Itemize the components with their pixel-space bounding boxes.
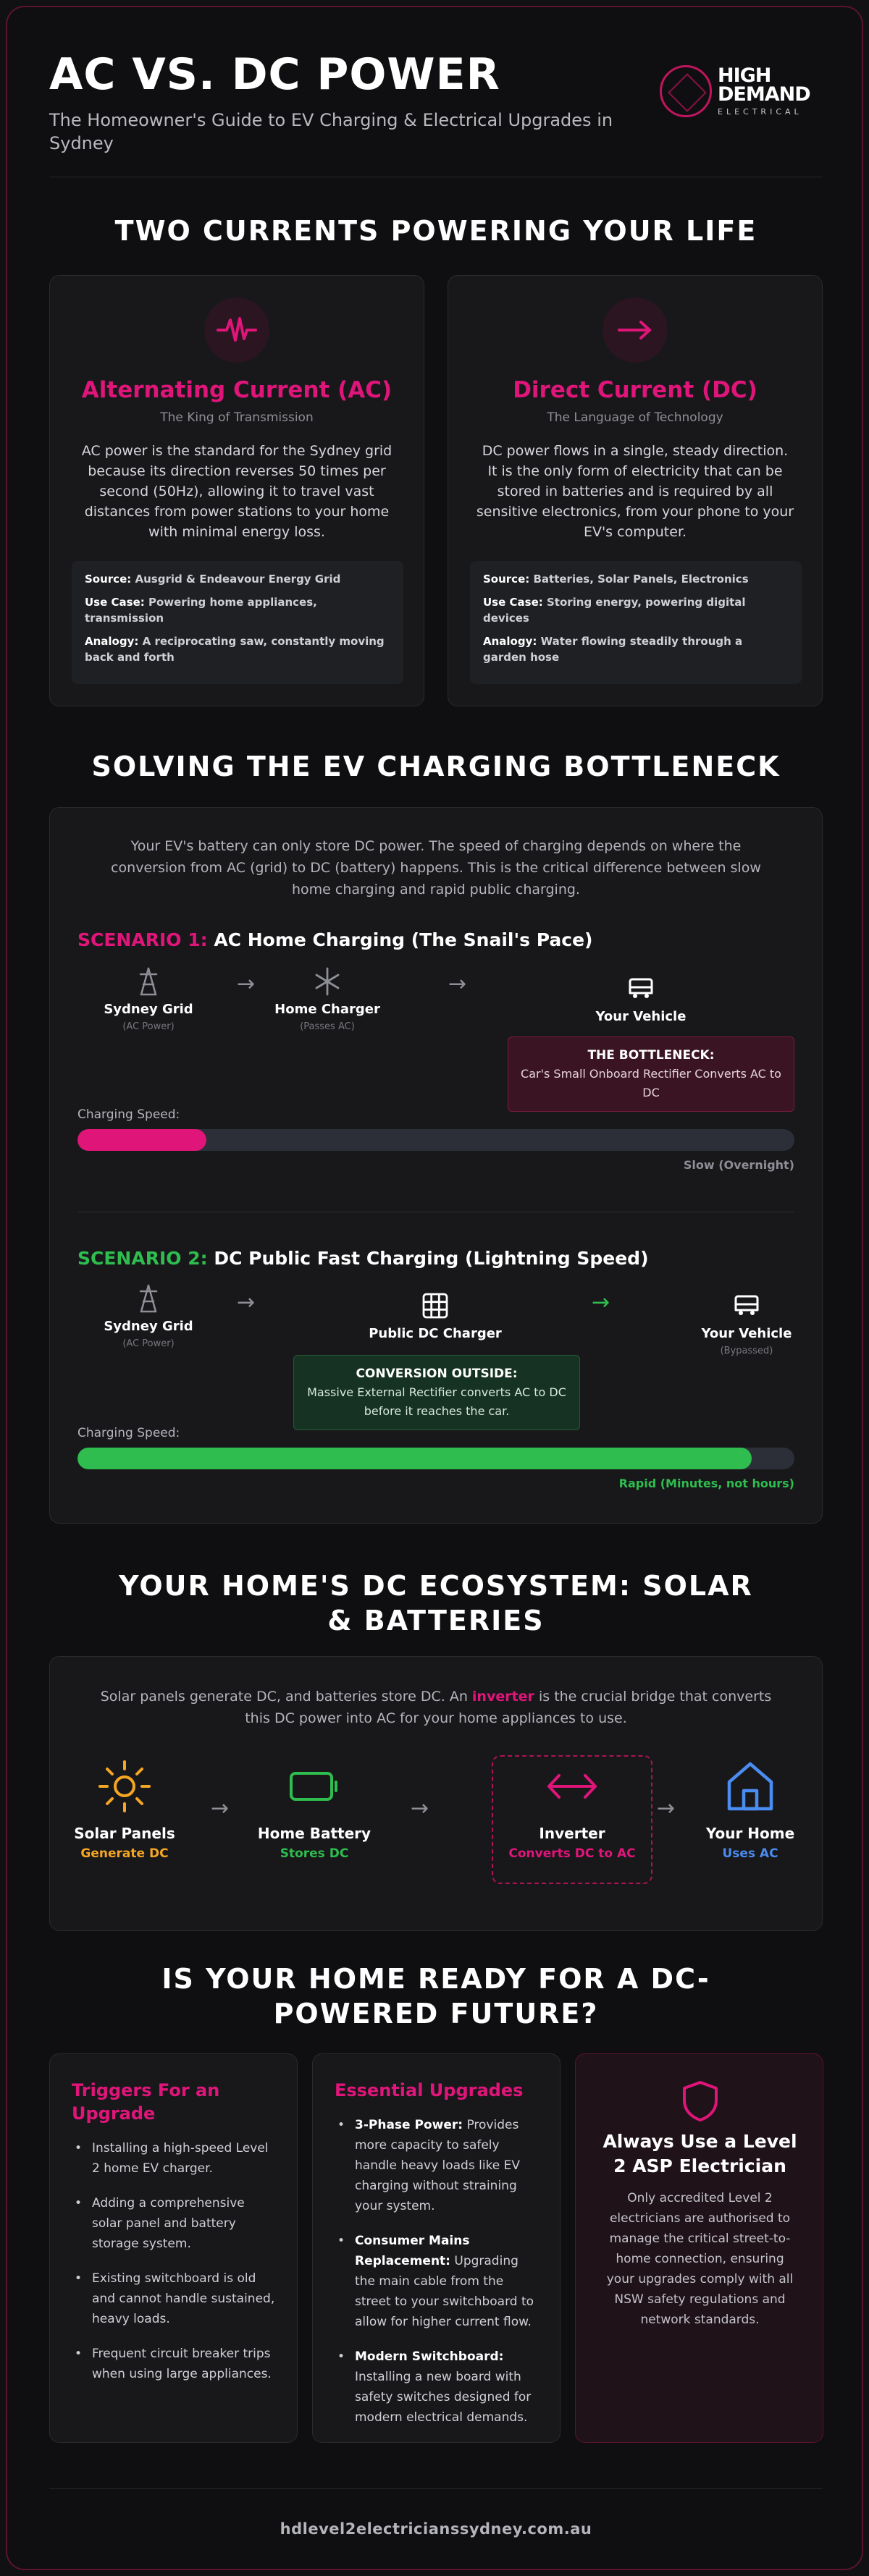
scenario1-speed-value: Slow (Overnight) [683,1158,794,1172]
ev-section-title: SOLVING THE EV CHARGING BOTTLENECK [91,751,781,782]
ac-subtitle: The King of Transmission [160,410,314,425]
list-item: • Existing switchboard is old and cannot handle sustained, heavy loads. [72,2268,277,2329]
ev-charging-card [49,807,823,1524]
conversion-callout-text: Massive External Rectifier converts AC to DC before it reaches the car. [307,1385,566,1418]
page-subtitle: The Homeowner's Guide to EV Charging & Electrical Upgrades in Sydney [49,110,613,153]
conversion-callout [293,1355,580,1430]
arrow-right-icon [603,297,668,363]
scenario2-grid-node [76,1283,221,1349]
arrow-right-icon: → [411,1796,429,1821]
shield-icon [681,2080,719,2125]
scenario1-vehicle-node [568,973,713,1024]
eco-node-inverter-name: Inverter [539,1825,605,1842]
dc-use-case: Storing energy, powering digital devices [483,596,746,625]
footer-divider [49,2488,823,2489]
upgrade-label: 3-Phase Power: [355,2118,463,2132]
upgrade-label: Consumer Mains Replacement: [355,2234,470,2268]
scenario2-tag: SCENARIO 2: [77,1248,208,1269]
ac-card [49,275,424,706]
conversion-callout-title: CONVERSION OUTSIDE: [356,1367,518,1381]
car-icon [674,1290,819,1322]
waveform-icon [204,297,269,363]
scenario1-charger-note: (Passes AC) [300,1021,355,1032]
arrow-right-icon: → [592,1290,610,1315]
car-icon [568,973,713,1005]
scenario1-speed-bar [77,1129,794,1151]
eco-node-battery-role: Stores DC [280,1846,349,1861]
pylon-icon [76,1283,221,1314]
ac-source: Ausgrid & Endeavour Energy Grid [135,573,341,586]
dc-source: Batteries, Solar Panels, Electronics [533,573,749,586]
scenario2-grid-note: (AC Power) [122,1338,175,1349]
ac-analogy-label: Analogy: [85,635,139,648]
scenario1-grid-note: (AC Power) [122,1021,175,1032]
dc-description: DC power flows in a single, steady direction. It is the only form of electricity that can be stored in batteries and is required by all sensitive electronics, from your phone to your EV's computer. [476,443,794,540]
triggers-list [72,2138,277,2399]
scenario2-vehicle-note: (Bypassed) [720,1346,773,1356]
upgrade-text: Provides more capacity to safely handle heavy loads like EV charging without straining your system. [355,2118,521,2213]
arrow-right-icon: → [657,1796,676,1821]
asp-text: Only accredited Level 2 electricians are authorised to manage the critical street-to-home connection, ensuring your upgrades comply with all NSW safety regulations and network standards. [606,2191,794,2327]
sun-icon [59,1758,190,1815]
ecosystem-section-title: YOUR HOME'S DC ECOSYSTEM: SOLAR & BATTERIES [119,1570,753,1637]
scenario2-speed-label: Charging Speed: [77,1426,180,1440]
battery-icon [249,1758,379,1815]
eco-node-battery [249,1758,379,1861]
list-item [335,2115,540,2216]
list-item: • Installing a high-speed Level 2 home EV charger. [72,2138,277,2179]
upgrades-card [312,2053,561,2443]
ac-details-box [72,561,403,684]
dc-subtitle: The Language of Technology [547,410,723,425]
bottleneck-callout [508,1036,794,1112]
logo-text-line2: DEMAND [718,83,810,106]
ecosystem-intro-part1: Solar panels generate DC, and batteries store DC. An [100,1689,472,1705]
asp-title: Always Use a Level 2 ASP Electrician [603,2131,797,2176]
scenario2-vehicle-node [674,1290,819,1356]
list-item [335,2231,540,2332]
scenario1-charger-name: Home Charger [274,1002,380,1017]
company-logo [660,62,823,120]
eco-node-solar-name: Solar Panels [74,1825,175,1842]
triggers-card [49,2053,298,2443]
eco-node-battery-name: Home Battery [257,1825,371,1842]
bottleneck-callout-text: Car's Small Onboard Rectifier Converts AC to DC [521,1067,781,1099]
currents-section-title: TWO CURRENTS POWERING YOUR LIFE [114,215,757,247]
scenario1-grid-name: Sydney Grid [104,1002,193,1017]
asp-card [575,2053,823,2443]
arrow-right-icon: → [448,971,467,997]
dc-card [448,275,823,706]
home-icon [685,1758,815,1815]
footer-url[interactable]: hdlevel2electricianssydney.com.au [280,2520,592,2538]
ecosystem-intro-part2: is the crucial bridge that converts this DC power into AC for your home appliances to use. [245,1689,772,1726]
inverter-arrows-icon [507,1758,637,1815]
eco-node-inverter [507,1758,637,1861]
dc-use-label: Use Case: [483,596,543,609]
dc-details-box [470,561,802,684]
scenario2-grid-name: Sydney Grid [104,1319,193,1334]
ac-description: AC power is the standard for the Sydney grid because its direction reverses 50 times per second (50Hz), allowing it to travel vast distances from power stations to your home with minimal energy loss. [81,443,392,540]
arrow-right-icon: → [237,971,256,997]
eco-node-home-role: Uses AC [722,1846,778,1861]
infographic-page [6,6,863,2570]
eco-node-inverter-role: Converts DC to AC [508,1846,636,1861]
list-item: • Adding a comprehensive solar panel and battery storage system. [72,2193,277,2254]
ac-use-label: Use Case: [85,596,145,609]
scenario1-tag: SCENARIO 1: [77,929,208,950]
eco-node-solar-role: Generate DC [80,1846,169,1861]
ac-use-case: Powering home appliances, transmission [85,596,317,625]
upgrades-title: Essential Upgrades [335,2080,524,2100]
dc-analogy: Water flowing steadily through a garden hose [483,635,743,664]
scenario2-speed-value: Rapid (Minutes, not hours) [618,1477,794,1490]
scenario2-vehicle-name: Your Vehicle [701,1326,792,1341]
upgrades-list [335,2115,540,2442]
list-item: • Frequent circuit breaker trips when using large appliances. [72,2344,277,2384]
dc-analogy-label: Analogy: [483,635,537,648]
scenario2-heading: DC Public Fast Charging (Lightning Speed) [214,1248,649,1269]
scenario1-speed-label: Charging Speed: [77,1107,180,1122]
eco-node-solar [59,1758,190,1861]
triggers-title: Triggers For an Upgrade [72,2080,220,2124]
ac-source-label: Source: [85,573,132,586]
scenario1-charger-node [255,966,400,1032]
upgrade-text: Installing a new board with safety switches designed for modern electrical demands. [355,2370,532,2425]
ac-analogy: A reciprocating saw, constantly moving back and forth [85,635,385,664]
grid-charger-icon [363,1290,508,1322]
scenario2-charger-node [363,1290,508,1341]
ecosystem-card [49,1656,823,1931]
dc-title: Direct Current (DC) [513,377,757,403]
eco-node-home [685,1758,815,1861]
pylon-icon [76,966,221,997]
scenario1-heading: AC Home Charging (The Snail's Pace) [214,929,593,950]
upgrade-label: Modern Switchboard: [355,2349,504,2364]
arrow-right-icon: → [211,1796,230,1821]
ecosystem-intro-highlight: inverter [471,1689,534,1705]
list-item [335,2347,540,2428]
ready-section-title: IS YOUR HOME READY FOR A DC-POWERED FUTURE? [161,1963,710,2030]
ev-intro-text: Your EV's battery can only store DC power. The speed of charging depends on where the conversion from AC (grid) to DC (battery) happens. This is the critical difference between slow home charging and rapid public charging. [111,838,761,898]
eco-node-home-name: Your Home [705,1825,795,1842]
logo-mark-icon [660,65,712,117]
scenario1-title [77,929,592,950]
dc-source-label: Source: [483,573,530,586]
logo-text-line1: HIGH [718,64,771,87]
asterisk-icon [255,966,400,997]
scenario1-grid-node [76,966,221,1032]
bottleneck-callout-title: THE BOTTLENECK: [587,1048,715,1063]
logo-text-line3: ELECTRICAL [718,107,802,117]
arrow-right-icon: → [237,1290,256,1315]
scenario1-vehicle-name: Your Vehicle [595,1009,687,1024]
scenario1-speed-bar-fill [77,1129,206,1151]
upgrade-text: Upgrading the main cable from the street to your switchboard to allow for higher current flow. [355,2254,534,2329]
page-title: AC VS. DC POWER [49,49,500,100]
scenario2-title [77,1248,649,1269]
scenario2-charger-name: Public DC Charger [369,1326,502,1341]
scenario2-speed-bar-fill [77,1448,752,1469]
ecosystem-intro [93,1686,778,1729]
scenario2-speed-bar [77,1448,794,1469]
ac-title: Alternating Current (AC) [81,377,392,403]
page-header [49,49,823,153]
